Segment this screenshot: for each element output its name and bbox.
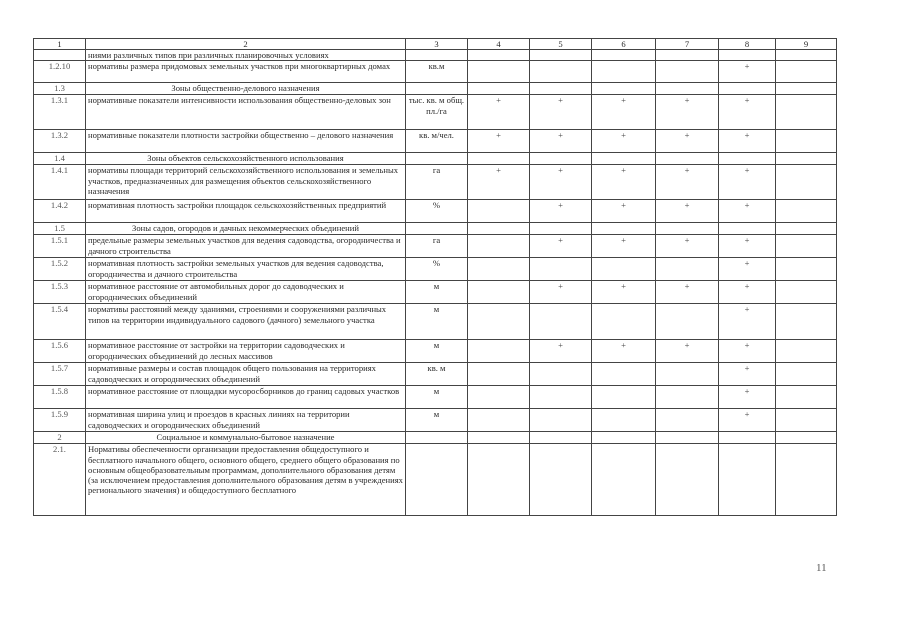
mark-cell: +: [530, 130, 592, 153]
mark-cell: [776, 444, 837, 516]
mark-cell: [592, 258, 656, 281]
mark-cell: +: [592, 165, 656, 200]
mark-cell: [592, 50, 656, 61]
mark-cell: [776, 153, 837, 165]
row-number: 1.2.10: [34, 61, 86, 83]
row-unit: га: [406, 165, 468, 200]
mark-cell: [776, 61, 837, 83]
mark-cell: [530, 153, 592, 165]
mark-cell: [530, 83, 592, 95]
row-unit: кв. м/чел.: [406, 130, 468, 153]
row-number: 1.3: [34, 83, 86, 95]
row-number: 1.5.3: [34, 281, 86, 304]
mark-cell: +: [719, 165, 776, 200]
row-number: 1.3.1: [34, 95, 86, 130]
mark-cell: [776, 340, 837, 363]
mark-cell: [530, 258, 592, 281]
mark-cell: +: [719, 281, 776, 304]
mark-cell: [776, 363, 837, 386]
mark-cell: +: [592, 340, 656, 363]
row-description: Нормативы обеспеченности организации предоставления общедоступного и бесплатного начального общего, основного общего, среднего общего образования по основным общеобразовательным программам, дополнительного образования детям (за исключением предоставления дополнительного образования детям в учреждениях регионального значения) и общедоступного бесплатного: [86, 444, 406, 516]
row-description: нормативы размера придомовых земельных участков при многоквартирных домах: [86, 61, 406, 83]
mark-cell: +: [468, 95, 530, 130]
mark-cell: +: [530, 200, 592, 223]
row-unit: м: [406, 340, 468, 363]
mark-cell: +: [719, 95, 776, 130]
mark-cell: [468, 281, 530, 304]
mark-cell: +: [530, 235, 592, 258]
mark-cell: [592, 409, 656, 432]
mark-cell: [468, 304, 530, 340]
mark-cell: [656, 258, 719, 281]
row-unit: кв. м: [406, 363, 468, 386]
mark-cell: [592, 61, 656, 83]
row-unit: м: [406, 281, 468, 304]
mark-cell: [776, 432, 837, 444]
row-description: нормативное расстояние от площадки мусоросборников до границ садовых участков: [86, 386, 406, 409]
mark-cell: +: [468, 165, 530, 200]
mark-cell: [530, 409, 592, 432]
mark-cell: [719, 432, 776, 444]
mark-cell: [656, 363, 719, 386]
table-row: [34, 304, 837, 340]
row-unit: га: [406, 235, 468, 258]
mark-cell: [656, 304, 719, 340]
row-number: 1.5.4: [34, 304, 86, 340]
header-cell: 1: [34, 39, 86, 50]
row-description: Социальное и коммунально-бытовое назначение: [86, 432, 406, 444]
row-description: ниями различных типов при различных планировочных условиях: [86, 50, 406, 61]
mark-cell: [656, 386, 719, 409]
mark-cell: +: [468, 130, 530, 153]
row-description: Зоны общественно-делового назначения: [86, 83, 406, 95]
mark-cell: +: [592, 200, 656, 223]
mark-cell: [530, 61, 592, 83]
mark-cell: [468, 363, 530, 386]
mark-cell: [719, 83, 776, 95]
row-unit: м: [406, 304, 468, 340]
table-row: [34, 61, 837, 83]
mark-cell: [656, 50, 719, 61]
mark-cell: +: [719, 363, 776, 386]
page-number: 11: [816, 562, 827, 574]
mark-cell: +: [656, 95, 719, 130]
header-cell: 9: [776, 39, 837, 50]
mark-cell: +: [530, 95, 592, 130]
mark-cell: [592, 444, 656, 516]
row-number: 1.5.7: [34, 363, 86, 386]
mark-cell: [530, 386, 592, 409]
row-number: 2.1.: [34, 444, 86, 516]
mark-cell: [776, 386, 837, 409]
row-number: 1.4: [34, 153, 86, 165]
table-row: [34, 235, 837, 258]
mark-cell: [592, 304, 656, 340]
header-cell: 8: [719, 39, 776, 50]
mark-cell: [468, 50, 530, 61]
row-unit: %: [406, 258, 468, 281]
mark-cell: +: [719, 386, 776, 409]
header-cell: 3: [406, 39, 468, 50]
table-row: [34, 95, 837, 130]
table-row: [34, 200, 837, 223]
mark-cell: [776, 83, 837, 95]
mark-cell: [776, 281, 837, 304]
mark-cell: [468, 223, 530, 235]
mark-cell: +: [719, 130, 776, 153]
row-unit: тыс. кв. м общ. пл./га: [406, 95, 468, 130]
mark-cell: [530, 432, 592, 444]
mark-cell: +: [656, 235, 719, 258]
row-description: нормативные размеры и состав площадок общего пользования на территориях садоводческих и огороднических объединений: [86, 363, 406, 386]
mark-cell: [656, 61, 719, 83]
row-number: 1.3.2: [34, 130, 86, 153]
mark-cell: [468, 200, 530, 223]
mark-cell: [776, 409, 837, 432]
row-unit: [406, 432, 468, 444]
row-description: предельные размеры земельных участков для ведения садоводства, огородничества и дачного строительства: [86, 235, 406, 258]
section-row: [34, 432, 837, 444]
row-number: [34, 50, 86, 61]
row-unit: м: [406, 386, 468, 409]
row-description: нормативные показатели интенсивности использования общественно-деловых зон: [86, 95, 406, 130]
mark-cell: +: [656, 130, 719, 153]
table-row: [34, 50, 837, 61]
table-row: [34, 363, 837, 386]
mark-cell: [468, 61, 530, 83]
mark-cell: +: [530, 340, 592, 363]
mark-cell: +: [656, 340, 719, 363]
section-row: [34, 223, 837, 235]
mark-cell: [719, 50, 776, 61]
row-description: Зоны садов, огородов и дачных некоммерческих объединений: [86, 223, 406, 235]
mark-cell: +: [656, 165, 719, 200]
mark-cell: +: [592, 281, 656, 304]
mark-cell: +: [719, 304, 776, 340]
row-unit: [406, 153, 468, 165]
mark-cell: [719, 223, 776, 235]
row-description: нормативная плотность застройки площадок сельскохозяйственных предприятий: [86, 200, 406, 223]
mark-cell: +: [656, 281, 719, 304]
row-description: нормативы расстояний между зданиями, строениями и сооружениями различных типов на территории индивидуального садового (дачного) земельного участка: [86, 304, 406, 340]
row-number: 1.5.1: [34, 235, 86, 258]
mark-cell: [776, 304, 837, 340]
mark-cell: +: [719, 340, 776, 363]
mark-cell: [776, 200, 837, 223]
mark-cell: +: [656, 200, 719, 223]
row-number: 1.5.2: [34, 258, 86, 281]
row-number: 1.4.2: [34, 200, 86, 223]
mark-cell: [468, 235, 530, 258]
table-row: [34, 258, 837, 281]
mark-cell: [776, 235, 837, 258]
section-row: [34, 153, 837, 165]
mark-cell: +: [719, 235, 776, 258]
header-cell: 6: [592, 39, 656, 50]
table-row: [34, 340, 837, 363]
mark-cell: +: [592, 235, 656, 258]
mark-cell: [656, 409, 719, 432]
row-description: нормативное расстояние от автомобильных дорог до садоводческих и огороднических объединений: [86, 281, 406, 304]
mark-cell: [656, 153, 719, 165]
mark-cell: [530, 223, 592, 235]
mark-cell: [719, 444, 776, 516]
table-row: [34, 409, 837, 432]
mark-cell: +: [592, 130, 656, 153]
mark-cell: +: [719, 409, 776, 432]
mark-cell: [468, 340, 530, 363]
mark-cell: [468, 153, 530, 165]
mark-cell: [592, 386, 656, 409]
mark-cell: [656, 223, 719, 235]
mark-cell: [719, 153, 776, 165]
mark-cell: [530, 444, 592, 516]
mark-cell: +: [530, 281, 592, 304]
mark-cell: +: [592, 95, 656, 130]
row-number: 1.5.9: [34, 409, 86, 432]
header-cell: 2: [86, 39, 406, 50]
table-row: [34, 165, 837, 200]
mark-cell: [776, 165, 837, 200]
mark-cell: [592, 432, 656, 444]
mark-cell: +: [719, 200, 776, 223]
mark-cell: [656, 432, 719, 444]
table-row: [34, 130, 837, 153]
table-row: [34, 281, 837, 304]
mark-cell: [592, 223, 656, 235]
header-cell: 4: [468, 39, 530, 50]
mark-cell: +: [719, 258, 776, 281]
row-unit: м: [406, 409, 468, 432]
row-description: нормативы площади территорий сельскохозяйственного использования и земельных участков, предназначенных для размещения объектов сельскохозяйственного назначения: [86, 165, 406, 200]
mark-cell: [530, 50, 592, 61]
row-number: 1.5.8: [34, 386, 86, 409]
mark-cell: [776, 258, 837, 281]
row-unit: кв.м: [406, 61, 468, 83]
table-row: [34, 444, 837, 516]
section-row: [34, 83, 837, 95]
row-number: 2: [34, 432, 86, 444]
row-unit: [406, 50, 468, 61]
row-description: нормативная плотность застройки земельных участков для ведения садоводства, огородничества и дачного строительства: [86, 258, 406, 281]
mark-cell: [592, 153, 656, 165]
mark-cell: [592, 83, 656, 95]
row-unit: %: [406, 200, 468, 223]
mark-cell: [468, 258, 530, 281]
mark-cell: [530, 304, 592, 340]
mark-cell: [656, 444, 719, 516]
row-number: 1.4.1: [34, 165, 86, 200]
table-row: [34, 386, 837, 409]
mark-cell: +: [530, 165, 592, 200]
mark-cell: [468, 444, 530, 516]
mark-cell: [468, 432, 530, 444]
mark-cell: [776, 130, 837, 153]
mark-cell: [468, 83, 530, 95]
row-number: 1.5: [34, 223, 86, 235]
header-row: [34, 39, 837, 50]
row-description: нормативная ширина улиц и проездов в красных линиях на территории садоводческих и огороднических объединений: [86, 409, 406, 432]
mark-cell: [776, 223, 837, 235]
mark-cell: [530, 363, 592, 386]
row-unit: [406, 83, 468, 95]
requirements-table: [33, 38, 837, 516]
row-description: нормативные показатели плотности застройки общественно – делового назначения: [86, 130, 406, 153]
row-unit: [406, 223, 468, 235]
mark-cell: [468, 386, 530, 409]
mark-cell: [468, 409, 530, 432]
mark-cell: [776, 95, 837, 130]
row-description: нормативное расстояние от застройки на территории садоводческих и огороднических объединений до лесных массивов: [86, 340, 406, 363]
row-description: Зоны объектов сельскохозяйственного использования: [86, 153, 406, 165]
mark-cell: +: [719, 61, 776, 83]
mark-cell: [656, 83, 719, 95]
header-cell: 7: [656, 39, 719, 50]
row-number: 1.5.6: [34, 340, 86, 363]
header-cell: 5: [530, 39, 592, 50]
mark-cell: [592, 363, 656, 386]
mark-cell: [776, 50, 837, 61]
row-unit: [406, 444, 468, 516]
